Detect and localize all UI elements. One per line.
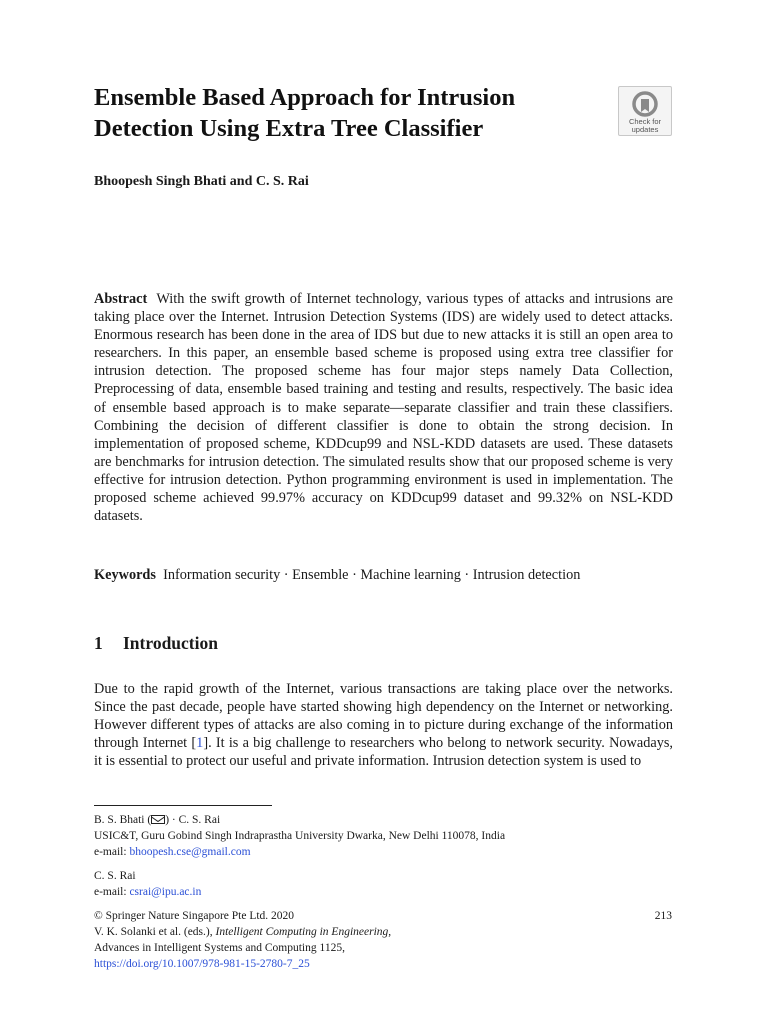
footnote-author1-suffix: ) · C. S. Rai bbox=[165, 814, 221, 826]
check-for-updates-icon bbox=[632, 91, 658, 117]
page-number: 213 bbox=[654, 910, 672, 922]
citation-link[interactable]: 1 bbox=[196, 735, 204, 752]
footnote-author-line bbox=[94, 812, 674, 828]
email-link-rai[interactable]: csrai@ipu.ac.in bbox=[129, 886, 202, 898]
abstract bbox=[94, 290, 673, 525]
doi-line bbox=[94, 956, 674, 972]
footnote-email1-line bbox=[94, 844, 674, 860]
email-link-bhati[interactable]: bhoopesh.cse@gmail.com bbox=[129, 846, 251, 858]
introduction-text bbox=[94, 680, 673, 770]
editors-suffix: , bbox=[388, 926, 392, 938]
section-heading bbox=[94, 633, 218, 654]
check-for-updates-badge[interactable] bbox=[618, 86, 672, 136]
section-title: Introduction bbox=[123, 633, 218, 653]
footnote-email2-line bbox=[94, 884, 674, 900]
email-label: e-mail: bbox=[94, 846, 127, 858]
copyright-line: © Springer Nature Singapore Pte Ltd. 2020 bbox=[94, 910, 295, 922]
keywords-text: Information security · Ensemble · Machine learning · Intrusion detection bbox=[163, 567, 581, 583]
editors: V. K. Solanki et al. (eds.), bbox=[94, 926, 213, 938]
footnote-affiliation: USIC&T, Guru Gobind Singh Indraprastha University Dwarka, New Delhi 110078, India bbox=[94, 830, 506, 842]
abstract-text: With the swift growth of Internet technology, various types of attacks and intrusions are taking place over the Internet. Intrusion Detection Systems (IDS) are widely used to detect attacks. Enormous research has been done in the area of IDS but due to new attacks it is still an open area to researchers. In this paper, an ensemble based scheme is proposed using extra tree classifier for intrusion detection. The proposed scheme has four major steps namely Data Collection, Preprocessing of data, ensemble based training and testing and results, respectively. The basic idea of ensemble based approach is to make separate—separate classifier and train these classifiers. Combining the decision of different classifier is done to obtain the strong decision. In implementation of proposed scheme, KDDcup99 and NSL-KDD datasets are used. These datasets are benchmarks for intrusion detection. The simulated results show that our proposed scheme is very effective for intrusion detection. Python programming environment is used in implementation. The proposed scheme achieved 99.97% accuracy on KDDcup99 dataset and 99.32% on NSL-KDD datasets. bbox=[94, 291, 673, 525]
badge-label: Check for updates bbox=[628, 117, 662, 134]
authors: Bhoopesh Singh Bhati and C. S. Rai bbox=[94, 174, 309, 189]
abstract-label: Abstract bbox=[94, 291, 148, 307]
paper-title: Ensemble Based Approach for Intrusion Detection Using Extra Tree Classifier bbox=[94, 84, 516, 142]
envelope-icon bbox=[151, 815, 165, 824]
keywords-label: Keywords bbox=[94, 567, 156, 583]
intro-text-part1: Due to the rapid growth of the Internet, various transactions are taking place over the networks. Since the past decade, people have started showing high dependency on the Internet or networking. However different types of attacks are also coming in to picture during exchange of the information through Internet [ bbox=[94, 681, 673, 752]
series-line: Advances in Intelligent Systems and Computing 1125, bbox=[94, 942, 345, 954]
keywords bbox=[94, 566, 673, 584]
intro-text-part2: ]. It is a big challenge to researchers who belong to network security. Nowadays, it is essential to protect our useful and private information. Intrusion detection system is used to bbox=[94, 735, 673, 770]
editors-line bbox=[94, 924, 674, 940]
footnote-author2: C. S. Rai bbox=[94, 870, 136, 882]
book-title: Intelligent Computing in Engineering bbox=[215, 926, 389, 938]
section-number: 1 bbox=[94, 633, 103, 653]
email-label-2: e-mail: bbox=[94, 886, 127, 898]
footnote-divider bbox=[94, 805, 272, 806]
footnote-author1: B. S. Bhati ( bbox=[94, 814, 152, 826]
doi-link[interactable]: https://doi.org/10.1007/978-981-15-2780-7_25 bbox=[94, 958, 310, 970]
